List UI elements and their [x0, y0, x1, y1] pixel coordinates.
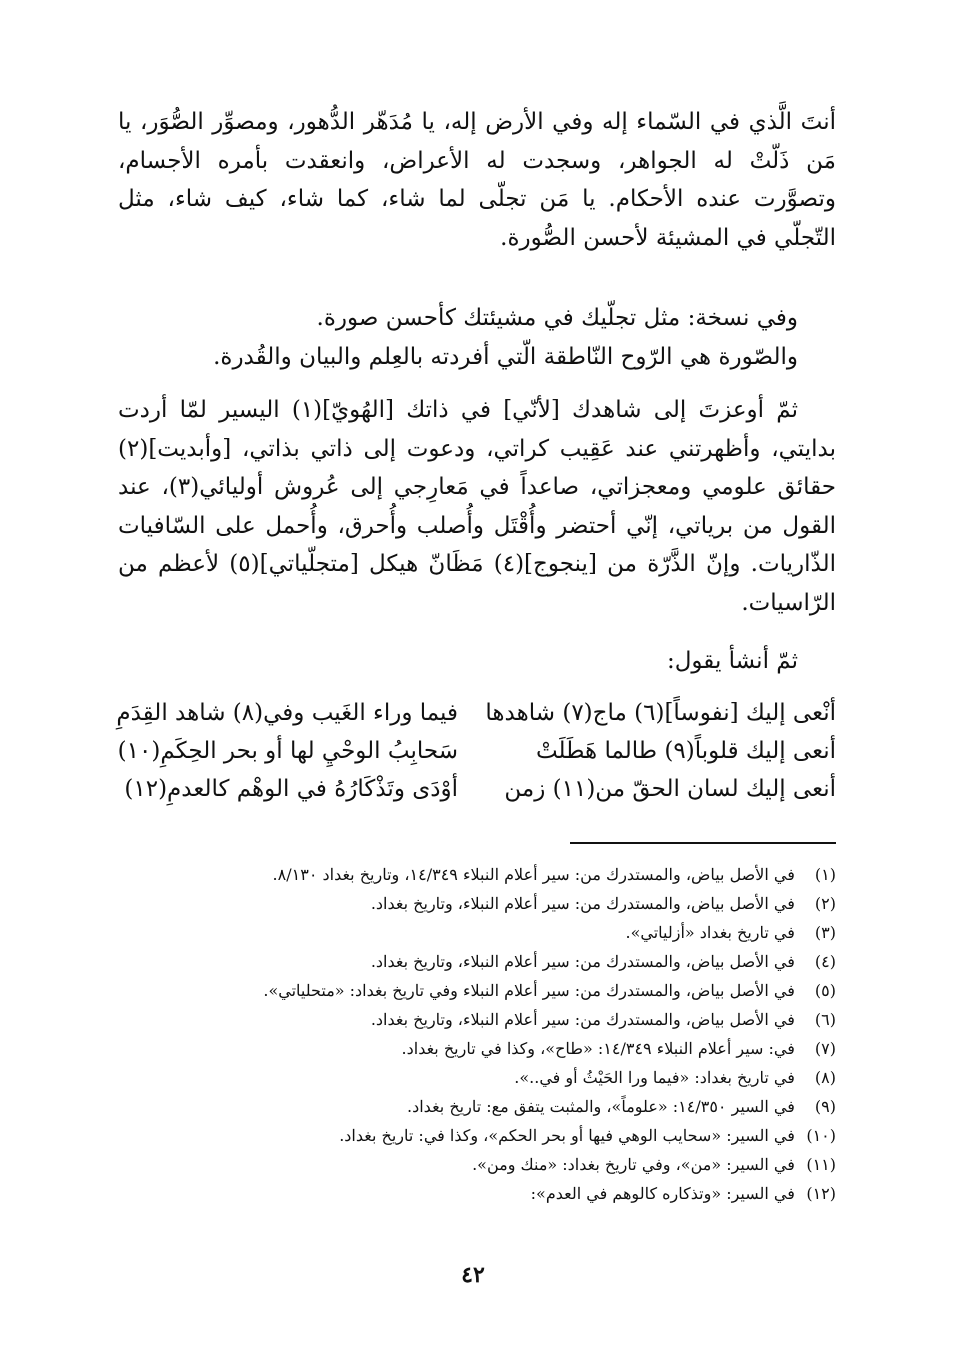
footnote-text: في تاريخ بغداد «أزلياتي».: [625, 923, 795, 942]
footnote-number: (٧): [814, 1039, 836, 1058]
footnote: [118, 976, 836, 1005]
variant-line: وفي نسخة: مثل تجلّيك في مشيئتك كأحسن صورة.: [316, 305, 798, 331]
verse-first-half: أنعى إليك قلوباً(٩) طالما هَطَلَتْ: [535, 738, 836, 764]
footnote-number: (٦): [814, 1010, 836, 1029]
verse-line: [118, 732, 836, 770]
footnote-text: في الأصل بياض، والمستدرك من: سير أعلام النبلاء وفي تاريخ بغداد: «متحلياتي».: [263, 981, 795, 1000]
footnote-text: في الأصل بياض، والمستدرك من: سير أعلام النبلاء، وتاريخ بغداد.: [370, 1010, 795, 1029]
footnote: [118, 889, 836, 918]
footnote: [118, 947, 836, 976]
verse-line: [118, 694, 836, 732]
footnote-text: في: سير أعلام النبلاء ١٤/٣٤٩: «طاح»، وكذا في تاريخ بغداد.: [401, 1039, 795, 1058]
footnote-text: في الأصل بياض، والمستدرك من: سير أعلام النبلاء، وتاريخ بغداد.: [370, 952, 795, 971]
footnote: [118, 918, 836, 947]
footnote: [118, 1034, 836, 1063]
footnote-separator: [570, 842, 836, 844]
footnote-number: (١): [814, 865, 836, 884]
footnote: [118, 1092, 836, 1121]
footnote-number: (١٠): [806, 1126, 836, 1145]
verse-first-half: أنعى إليك لسان الحقّ من(١١) زمن: [504, 776, 836, 802]
footnote-number: (١٢): [806, 1184, 836, 1203]
footnote: [118, 1179, 836, 1208]
footnote-number: (٤): [814, 952, 836, 971]
poem: [118, 694, 836, 808]
footnote-text: في السير: «من»، وفي تاريخ بغداد: «منك ومن».: [472, 1155, 795, 1174]
footnote: [118, 1121, 836, 1150]
verse-second-half: أوْدَى وتَذْكَارُهُ في الوهْم كالعدمِ(١٢): [124, 776, 458, 802]
footnote-number: (٣): [814, 923, 836, 942]
verse-second-half: سَحابِبُ الوحْيِ لها أو بحر الحِكَمِ(١٠): [117, 738, 458, 764]
footnote-text: في السير ١٤/٣٥٠: «علوماً»، والمثبت يتفق مع: تاريخ بغداد.: [407, 1097, 795, 1116]
variant-line: والصّورة هي الرّوح النّاطقة الّتي أفردته بالعِلم والبيان والقُدرة.: [213, 343, 798, 370]
main-paragraph: ثمّ أوعزتَ إلى شاهدك [لأنّي] في ذاتك [الهُويّ](١) اليسير لمّا أردت بدايتي، وأظهرتني عند عَقِيب كراتي، ودعوت إلى ذاتي بذاتي، [وأبديت](٢) حقائق علومي ومعجزاتي، صاعداً في مَعارِجي إلى عُروش أوليائي(٣)، عند القول من برياتي، إنّي أحتضر وأُقْتَل وأُصلب وأُحرق، وأُحمل على السّافيات الذّاريات. وإنّ الذَّرّة من [ينجوج](٤) مَظَانّ هيكل [متجلّياتي](٥) لأعظم من الرّاسيات.: [118, 397, 836, 616]
verse-first-half: أنْعى إليك [نفوساً](٦) ماج(٧) شاهدها: [485, 700, 836, 726]
footnote-number: (٨): [814, 1068, 836, 1087]
page-number: ٤٢: [461, 1262, 485, 1288]
footnote: [118, 1063, 836, 1092]
footnote-number: (٥): [814, 981, 836, 1000]
opening-paragraph: أنتَ الَّذي في السّماء إله وفي الأرض إله، يا مُدَهّر الدُّهور، ومصوِّر الصُّوَر، يا مَن ذَلّتْ له الجواهر، وسجدت له الأعراض، وانعقدت بأمره الأجسام، وتصوَّرت عنده الأحكام. يا مَن تجلّى لما شاء، كما شاء، كيف شاء، مثل التّجلّي في المشيئة لأحسن الصُّورة.: [118, 109, 836, 251]
footnote-text: في السير: «وتذكاره كالوهم في العدم»:: [530, 1184, 795, 1203]
verse-line: [118, 770, 836, 808]
footnotes-list: [118, 860, 836, 1208]
footnote-number: (٩): [814, 1097, 836, 1116]
verse-intro: ثمّ أنشأ يقول:: [666, 648, 798, 674]
footnote-text: في الأصل بياض، والمستدرك من: سير أعلام النبلاء، وتاريخ بغداد.: [370, 894, 795, 913]
variant-note: [118, 299, 836, 376]
footnote-text: في الأصل بياض، والمستدرك من: سير أعلام النبلاء ١٤/٣٤٩، وتاريخ بغداد ٨/١٣٠.: [272, 865, 795, 884]
footnote: [118, 860, 836, 889]
footnote-text: في تاريخ بغداد: «فيما ورا الحَيْثُ أو في..».: [514, 1068, 795, 1087]
footnote-number: (١١): [806, 1155, 836, 1174]
verse-second-half: فيما وراء الغَيب وفي(٨) شاهد القِدَمِ: [116, 700, 458, 726]
footnote-number: (٢): [814, 894, 836, 913]
footnote-text: في السير: «سحايب الوهي فيها أو بحر الحكم»، وكذا في: تاريخ بغداد.: [339, 1126, 795, 1145]
footnote: [118, 1150, 836, 1179]
footnote: [118, 1005, 836, 1034]
